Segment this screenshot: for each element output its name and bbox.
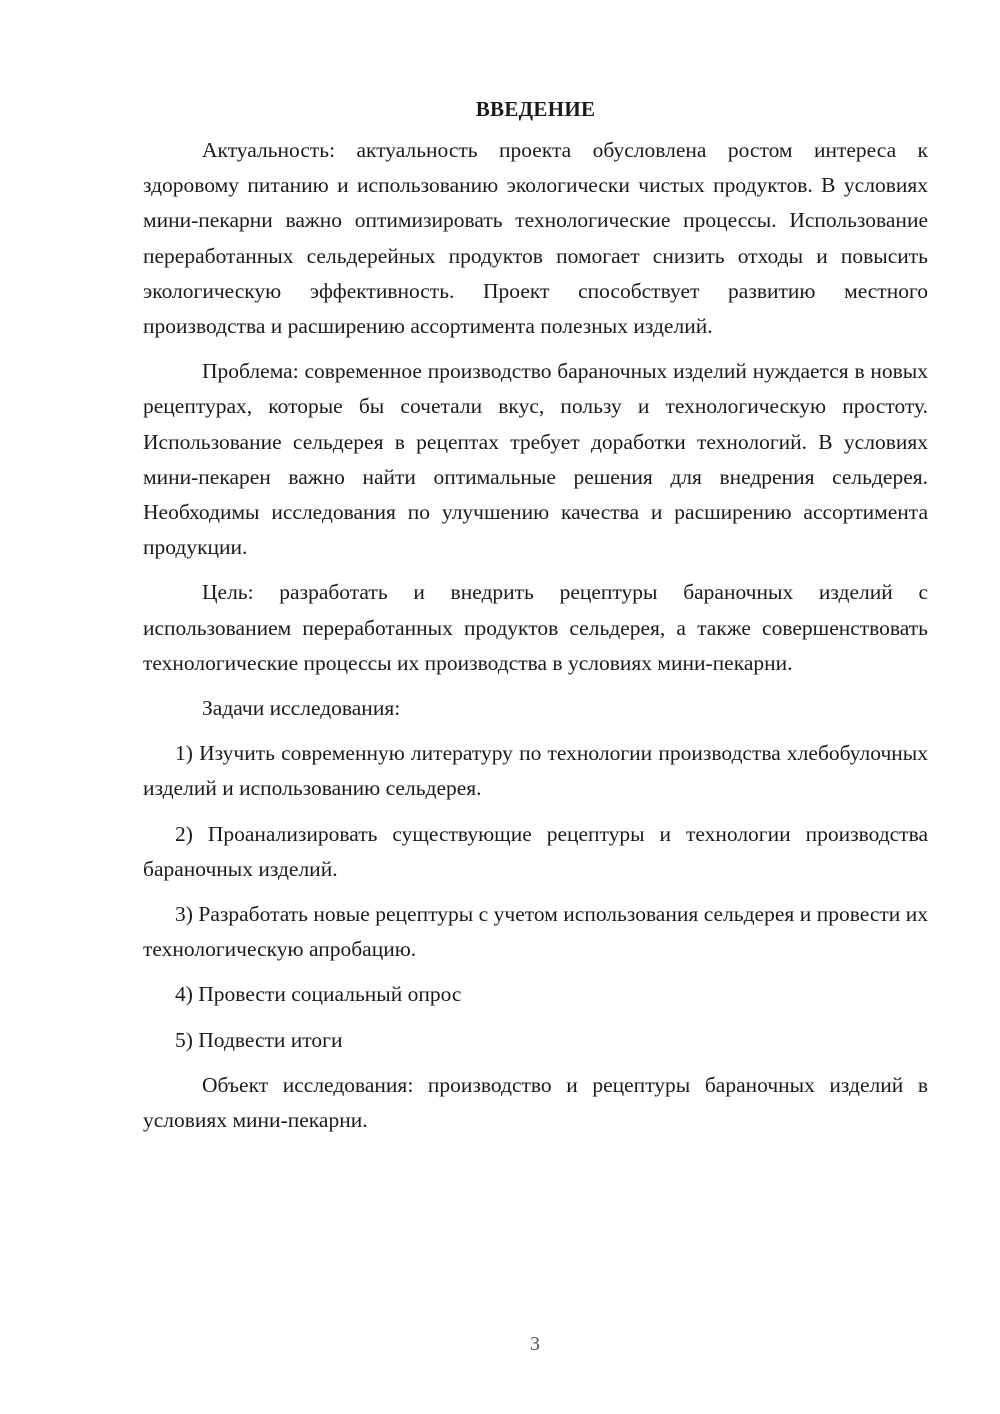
list-item: 4) Провести социальный опрос (175, 982, 462, 1007)
list-item: 3) Разработать новые рецептуры с учетом использования сельдерея и провести их технологическую апробацию. (143, 902, 928, 962)
list-item: 1) Изучить современную литературу по технологии производства хлебобулочных изделий и использованию сельдерея. (143, 741, 928, 801)
document-page (143, 92, 928, 1148)
object-paragraph: Объект исследования: производство и рецептуры бараночных изделий в условиях мини-пекарни. (143, 1072, 928, 1133)
relevance-paragraph: Актуальность: актуальность проекта обусловлена ростом интереса к здоровому питанию и использованию экологически чистых продуктов. В условиях мини-пекарни важно оптимизировать технологические процессы. Использование переработанных сельдерейных продуктов помогает снизить отходы и повысить экологическую эффективность. Проект способствует развитию местного производства и расширению ассортимента полезных изделий. (143, 138, 928, 339)
page-number: 3 (530, 1333, 540, 1355)
tasks-list (143, 736, 928, 1058)
page-title: ВВЕДЕНИЕ (475, 97, 596, 121)
problem-paragraph: Проблема: современное производство бараночных изделий нуждается в новых рецептурах, которые бы сочетали вкус, пользу и технологическую простоту. Использование сельдерея в рецептах требует доработки технологий. В условиях мини-пекарен важно найти оптимальные решения для внедрения сельдерея. Необходимы исследования по улучшению качества и расширению ассортимента продукции. (143, 359, 928, 560)
list-item: 2) Проанализировать существующие рецептуры и технологии производства бараночных изделий. (143, 821, 928, 881)
tasks-heading: Задачи исследования: (202, 696, 401, 721)
goal-paragraph: Цель: разработать и внедрить рецептуры бараночных изделий с использованием переработанных продуктов сельдерея, а также совершенствовать технологические процессы их производства в условиях мини-пекарни. (143, 580, 928, 675)
list-item: 5) Подвести итоги (175, 1027, 343, 1052)
